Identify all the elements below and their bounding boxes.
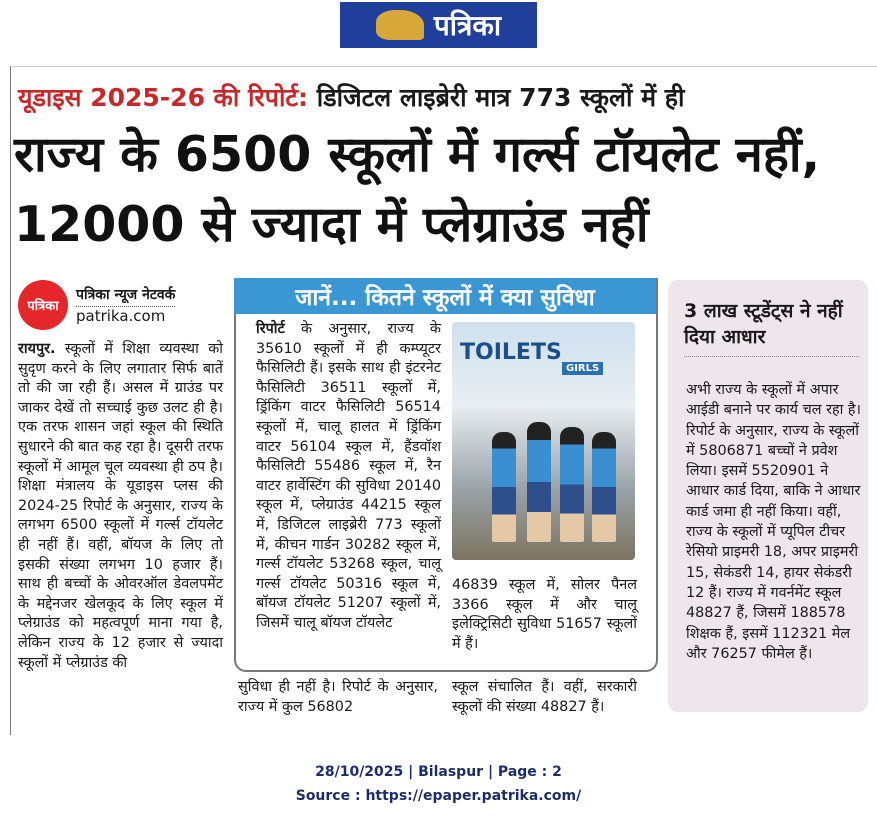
kicker [18,80,685,114]
left-column-text: स्कूलों में शिक्षा व्यवस्था को सुदृण करने के लिए लगातार सिर्फ बातें तो की जा रही हैं। असल में ग्राउंड पर जाकर देखें तो सच्चाई कुछ उलट ही है। एक तरफ शासन जहां स्कूल की स्थिति सुधारने की बात कह रहा है। दूसरी तरफ स्कूलों में आमूल चूल व्यवस्था ही ठप है। शिक्षा मंत्रालय के यूडाइस प्लस की 2024-25 रिपोर्ट के अनुसार, राज्य के लगभग 6500 स्कूलों में गर्ल्स टॉयलेट ही नहीं हैं। वहीं, बॉयज के लिए तो इसकी संख्या लगभग 10 हजार हैं। साथ ही बच्चों के ओवरऑल डेवलपमेंट के मद्देनजर खेलकूद के लिए स्कूल में प्लेग्राउंड को महत्वपूर्ण माना गया है, लेकिन राज्य के 12 हजार से ज्यादा स्कूलों में प्लेग्राउंड की [18,341,223,671]
edition-info: 28/10/2025 | Bilaspur | Page : 2 [315,764,562,780]
network-name: पत्रिका न्यूज नेटवर्क [76,285,175,307]
facilities-lead: रिपोर्ट [256,321,285,337]
sidebar-title: 3 लाख स्टूडेंट्स ने नहीं दिया आधार [684,298,859,357]
left-column [18,340,223,673]
patrika-badge: पत्रिका [18,280,68,330]
lion-emblem-icon [376,10,424,40]
footer [0,760,877,808]
kicker-text: डिजिटल लाइब्रेरी मात्र 773 स्कूलों में ही [316,83,685,112]
continuation-text-2: स्कूल संचालित हैं। वहीं, सरकारी स्कूलों की संख्या 48827 हैं। [452,679,637,715]
headline: राज्य के 6500 स्कूलों में गर्ल्स टॉयलेट नहीं, 12000 से ज्यादा में प्लेग्राउंड नहीं [14,126,821,253]
facilities-text [256,320,441,634]
site-link[interactable]: patrika.com [76,307,166,325]
photo-sign-girls: GIRLS [562,362,603,375]
patrika-logo [340,2,537,48]
photo-sign: TOILETS [460,340,562,365]
student-figure [560,427,584,542]
kicker-label: यूडाइस 2025-26 की रिपोर्ट: [18,83,309,112]
student-figure [492,432,516,542]
continuation-text-1: सुविधा ही नहीं है। रिपोर्ट के अनुसार, राज्य में कुल 56802 [238,679,438,715]
byline [18,280,175,330]
facilities-text-cont: 46839 स्कूल में, सोलर पैनल 3366 स्कूल में और चालू इलेक्ट्रिसिटी सुविधा 51657 स्कूलों में हैं। [452,577,637,652]
facilities-text-body: के अनुसार, राज्य के 35610 स्कूलों में ही कम्प्यूटर फैसिलिटी हैं। इसके साथ ही इंटरनेट फैसिलिटी 36511 स्कूलों में, ड्रिंकिंग वाटर फैसिलिटी 56514 स्कूलों में, चालू हालत में ड्रिंकिंग वाटर 56104 स्कूल में, हैंडवॉश फैसिलिटी 55486 स्कूल में, रैन वाटर हार्वेस्टिंग की सुविधा 20140 स्कूल में, प्लेग्राउंड 44215 स्कूल में, डिजिटल लाइब्रेरी 773 स्कूलों में, कीचन गार्डन 30282 स्कूल में, गर्ल्स टॉयलेट 53268 स्कूल, चालू गर्ल्स टॉयलेट 50316 स्कूल में, बॉयज टॉयलेट 51207 स्कूलों में, जिसमें चालू बॉयज टॉयलेट [256,321,441,631]
source-link[interactable]: Source : https://epaper.patrika.com/ [295,788,582,804]
student-figure [527,422,551,542]
sidebar-text: अभी राज्य के स्कूलों में अपार आईडी बनाने पर कार्य चल रहा है। रिपोर्ट के अनुसार, राज्य के स्कूलों में 5806871 बच्चों ने प्रवेश लिया। इसमें 5520901 ने आधार कार्ड दिया, बाकि ने आधार कार्ड जमा ही नहीं किया। वहीं, राज्य के स्कूलों में प्यूपिल टीचर रेसियो प्राइमरी 18, अपर प्राइमरी 15, सेकंडरी 14, हायर सेकंडरी 12 हैं। राज्य में गवर्नमेंट स्कूल 48827 हैं, जिसमें 188578 शिक्षक हैं, इसमें 112321 मेल और 76257 फीमेल हैं। [686,382,861,662]
student-figure [592,432,616,542]
dateline: रायपुर. [18,341,56,357]
facilities-box-title: जानें... कितने स्कूलों में क्या सुविधा [234,278,656,314]
toilets-photo [452,322,635,560]
logo-text: पत्रिका [433,9,502,42]
